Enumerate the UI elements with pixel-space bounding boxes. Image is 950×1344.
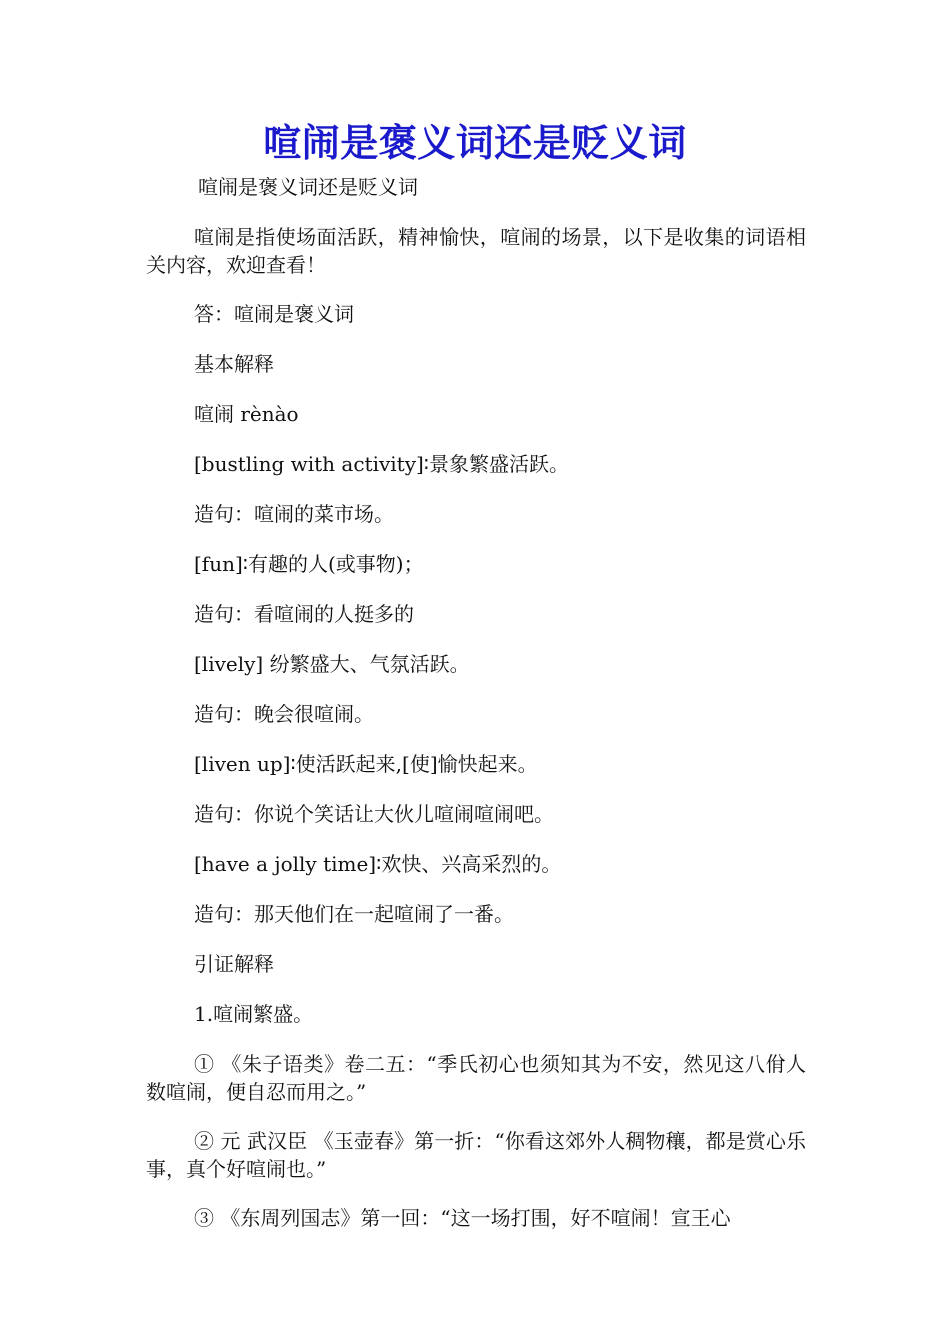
example-5: 造句：那天他们在一起喧闹了一番。	[194, 902, 514, 926]
section-heading-citation: 引证解释	[194, 952, 274, 976]
citation-sense-1: 1.喧闹繁盛。	[194, 1002, 314, 1026]
example-3: 造句：晚会很喧闹。	[194, 702, 374, 726]
citation-quote-1: ① 《朱子语类》卷二五：“季氏初心也须知其为不安，然见这八佾人数喧闹，便自忍而用之。”	[146, 1052, 806, 1104]
citation-quote-2: ② 元 武汉臣 《玉壶春》第一折：“你看这郊外人稠物穰，都是赏心乐事，真个好喧闹也。”	[146, 1129, 806, 1181]
intro-paragraph: 喧闹是指使场面活跃，精神愉快，喧闹的场景，以下是收集的词语相关内容，欢迎查看！	[146, 225, 806, 277]
example-2: 造句：看喧闹的人挺多的	[194, 602, 414, 626]
pinyin-line: 喧闹 rènào	[194, 402, 299, 426]
definition-3: [lively] 纷繁盛大、气氛活跃。	[194, 652, 470, 676]
citation-quote-3: ③ 《东周列国志》第一回：“这一场打围，好不喧闹！宣王心	[194, 1206, 731, 1230]
example-1: 造句：喧闹的菜市场。	[194, 502, 394, 526]
section-heading-basic: 基本解释	[194, 352, 274, 376]
example-4: 造句：你说个笑话让大伙儿喧闹喧闹吧。	[194, 802, 554, 826]
document-title: 喧闹是褒义词还是贬义词	[263, 120, 687, 165]
document-subtitle: 喧闹是褒义词还是贬义词	[198, 175, 418, 199]
document-body	[146, 223, 806, 1253]
definition-2: [fun]∶有趣的人(或事物)；	[194, 552, 424, 576]
answer-paragraph: 答：喧闹是褒义词	[194, 302, 354, 326]
definition-5: [have a jolly time]∶欢快、兴高采烈的。	[194, 852, 562, 876]
definition-1: [bustling with activity]∶景象繁盛活跃。	[194, 452, 570, 476]
definition-4: [liven up]∶使活跃起来,[使]愉快起来。	[194, 752, 538, 776]
